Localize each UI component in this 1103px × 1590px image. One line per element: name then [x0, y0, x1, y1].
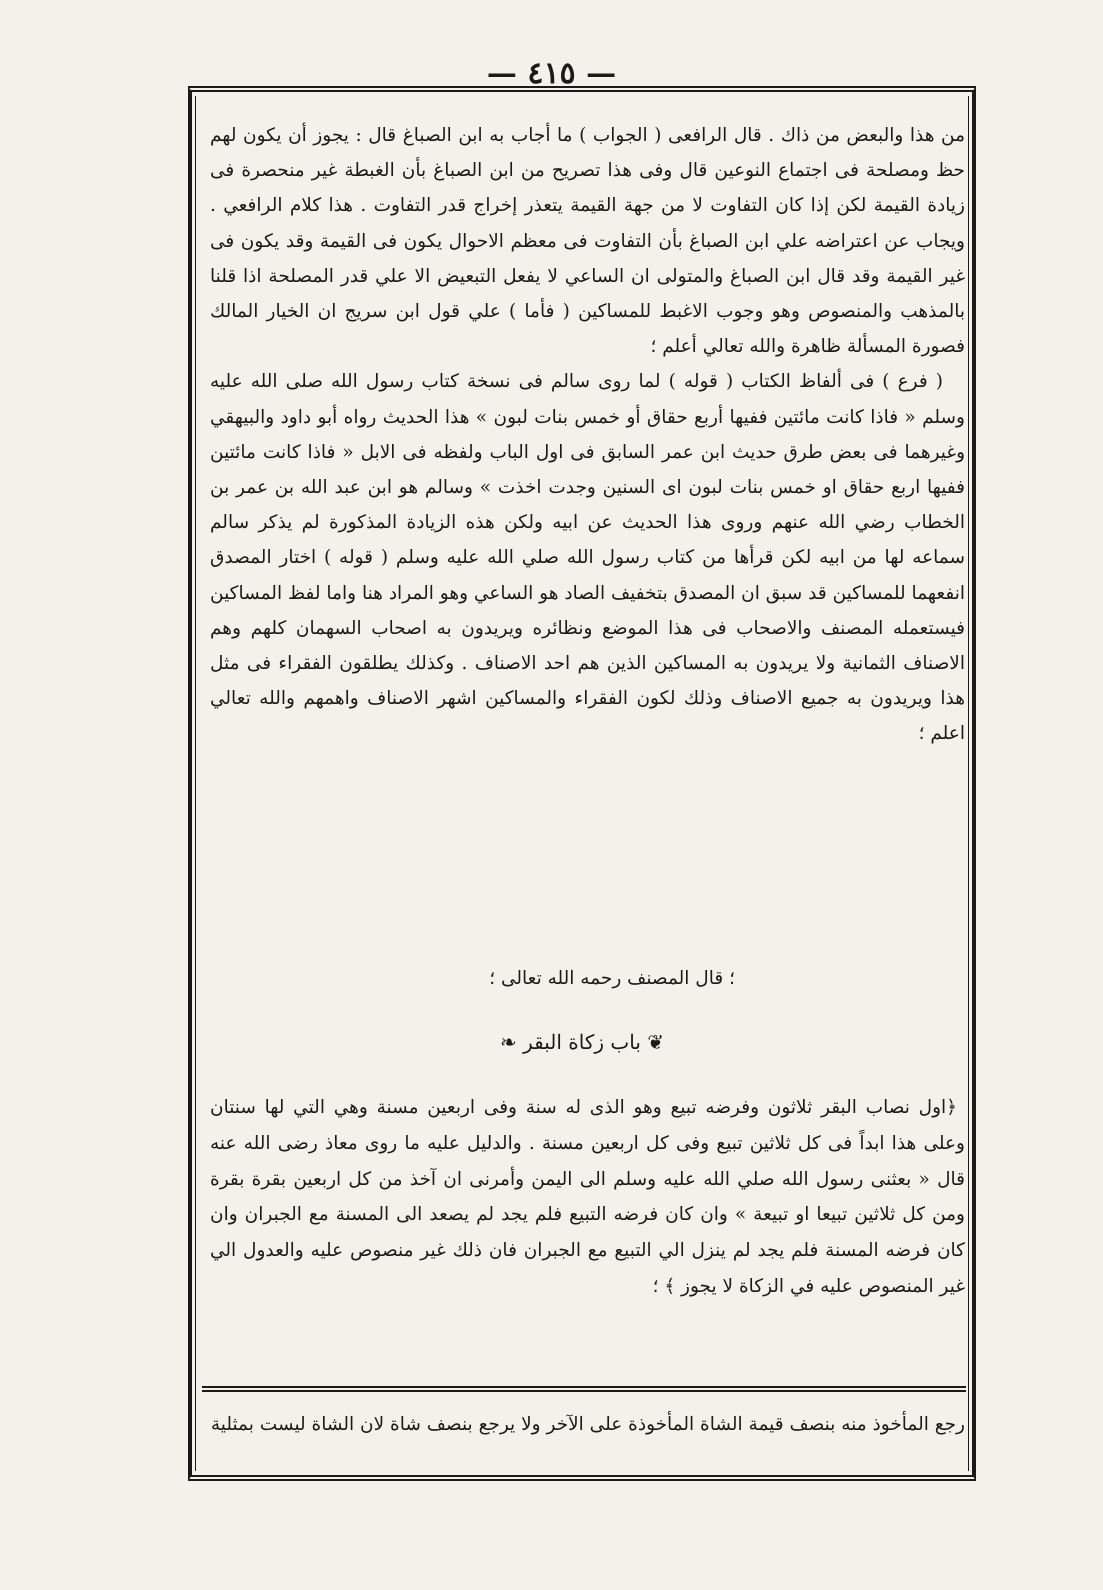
- paragraph: من هذا والبعض من ذاك . قال الرافعى ( الجواب ) ما أجاب به ابن الصباغ قال : يجوز أن يكون لهم حظ ومصلحة فى اجتماع النوعين قال وفى هذا تصريح من ابن الصباغ بأن الغبطة غير منحصرة فى زيادة القيمة لكن إذا كان التفاوت لا من جهة القيمة يتعذر إخراج قدر التفاوت . هذا كلام الرافعي . ويجاب عن اعتراضه علي ابن الصباغ بأن التفاوت فى معظم الاحوال يكون فى القيمة وقد يكون فى غير القيمة وقد قال ابن الصباغ والمتولى ان الساعي لا يفعل التبعيض الا علي قدر المصلحة اذا قلنا بالمذهب والمنصوص وهو وجوب الاغبط للمساكين ( فأما ) علي قول ابن سريج ان الخيار المالك فصورة المسألة ظاهرة والله تعالي أعلم ؛: [210, 125, 965, 358]
- main-text: [210, 118, 965, 752]
- footnote: رجع المأخوذ منه بنصف قيمة الشاة المأخوذة على الآخر ولا يرجع بنصف شاة لان الشاة ليست بمثلية: [210, 1414, 965, 1435]
- page-number: — ٤١٥ —: [486, 56, 617, 91]
- chapter-body: [210, 1090, 965, 1305]
- ornament-left-icon: ❦: [647, 1030, 665, 1054]
- paragraph: ( فرع ) فى ألفاظ الكتاب ( قوله ) لما روى سالم فى نسخة كتاب رسول الله صلى الله عليه وسلم « فاذا كانت مائتين ففيها أربع حقاق أو خمس بنات لبون » هذا الحديث رواه أبو داود والبيهقي وغيرهما فى بعض طرق حديث ابن عمر السابق فى اول الباب ولفظه فى الابل « فاذا كانت مائتين ففيها اربع حقاق او خمس بنات لبون اى السنين وجدت اخذت » وسالم هو ابن عبد الله بن عمر بن الخطاب رضي الله عنهم وروى هذا الحديث عن ابيه ولكن هذه الزيادة المذكورة لم يذكر سالم سماعه لها من ابيه لكن قرأها من كتاب رسول الله صلي الله عليه وسلم ( قوله ) اختار المصدق انفعهما للمساكين قد سبق ان المصدق بتخفيف الصاد هو الساعي وهو المراد هنا واما لفظ المساكين فيستعمله المصنف والاصحاب فى هذا الموضع ونظائره ويريدون به اصحاب السهمان كلهم وهم الاصناف الثمانية ولا يريدون به المساكين الذين هم احد الاصناف . وكذلك يطلقون الفقراء فى مثل هذا ويريدون به جميع الاصناف وذلك لكون الفقراء والمساكين اشهر الاصناف واهمهم والله تعالي اعلم ؛: [210, 371, 965, 745]
- chapter-heading: [188, 1030, 976, 1054]
- paragraph: ﴿اول نصاب البقر ثلاثون وفرضه تبيع وهو الذى له سنة وفى اربعين مسنة وهي التي لها سنتان وعلى هذا ابداً فى كل ثلاثين تبيع وفى كل اربعين مسنة . والدليل عليه ما روى معاذ رضى الله عنه قال « بعثنى رسول الله صلي الله عليه وسلم الى اليمن وأمرنى ان آخذ من كل اربعين بقرة بقرة ومن كل ثلاثين تبيعا او تبيعة » وان كان فرضه التبيع فلم يجد لم يصعد الى المسنة مع الجبران وان كان فرضه المسنة فلم يجد لم ينزل الي التبيع مع الجبران فان ذلك غير منصوص عليه والعدول الي غير المنصوص عليه في الزكاة لا يجوز ﴾ ؛: [210, 1097, 965, 1297]
- ornament-right-icon: ❧: [499, 1030, 517, 1054]
- closing-line: ؛ قال المصنف رحمه الله تعالى ؛: [489, 968, 735, 989]
- chapter-title: باب زكاة البقر: [523, 1030, 641, 1054]
- footnote-separator: [202, 1386, 966, 1392]
